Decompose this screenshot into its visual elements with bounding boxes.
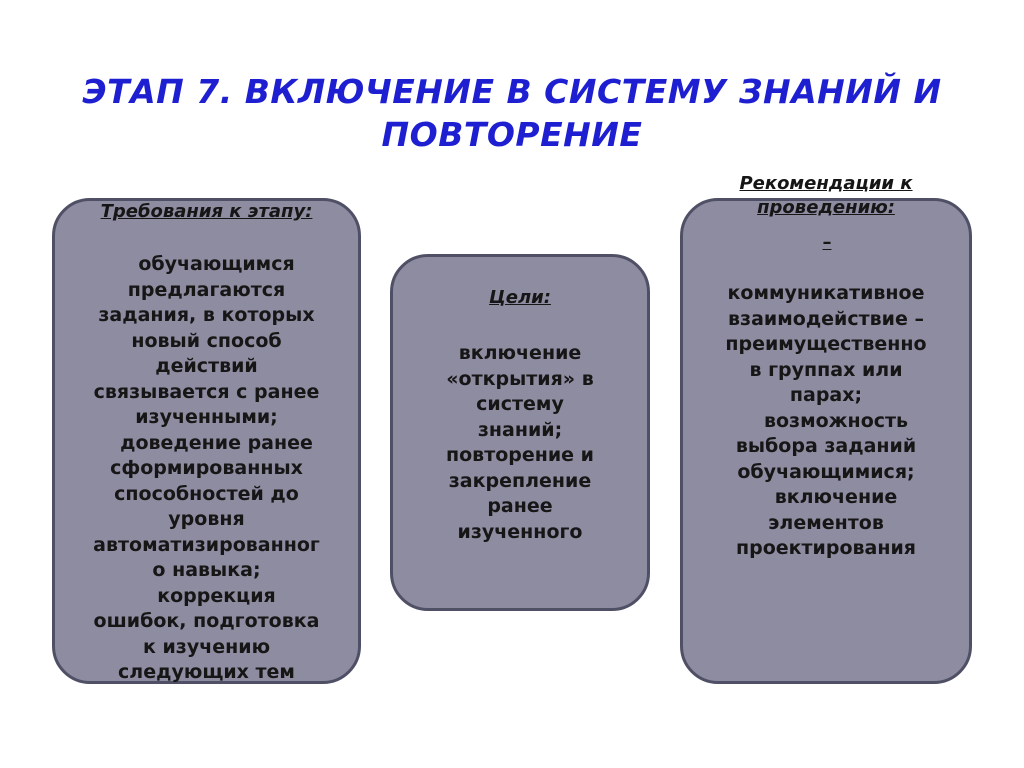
goals-line: повторение и [445,444,594,466]
recommendations-line: коммуникативное [727,282,925,304]
recommendations-line: проектирования [735,537,917,559]
recommendations-line: взаимодействие – [728,307,924,330]
requirements-line: коррекция [157,584,276,607]
recommendations-line: в группах или [749,358,903,381]
requirements-line: следующих тем [118,661,295,683]
requirements-line: обучающимся [138,253,295,275]
goals-line: закрепление [448,469,592,492]
goals-line: знаний; [477,418,563,441]
recommendations-header-line-2: проведению: [757,197,895,218]
requirements-line: ошибок, подготовка [93,610,320,632]
requirements-line: задания, в которых [98,304,315,326]
requirements-text [56,252,357,686]
requirements-line: сформированных [110,457,303,479]
requirements-line: автоматизированног [93,533,320,556]
recommendations-line: включение [774,486,898,508]
requirements-line: к изучению [142,635,271,658]
requirements-line: предлагаются [127,278,286,301]
recommendations-line: возможность [763,409,909,432]
recommendations-text [684,281,968,562]
recommendations-line: обучающимися; [737,460,915,483]
requirements-line: изученными; [135,406,278,428]
goals-line: включение [458,342,582,364]
recommendations-line: выбора заданий [735,435,917,457]
goals-line: изученного [457,520,583,543]
requirements-line: связывается с ранее [93,380,320,403]
requirements-line: действий [155,355,258,377]
goals-text [396,341,644,545]
recommendations-line: парах; [789,384,863,406]
recommendations-dash: – [822,232,832,253]
requirements-line: уровня [168,508,245,530]
slide-title [60,70,964,156]
recommendations-header [686,172,966,220]
requirements-line: новый способ [131,329,282,352]
requirements-line: о навыка; [152,559,261,581]
requirements-header: Требования к этапу: [100,201,313,222]
requirements-line: доведение ранее [120,431,313,454]
goals-line: «открытия» в [446,367,594,390]
recommendations-line: элементов [768,511,884,534]
goals-header: Цели: [489,287,551,308]
goals-line: ранее [487,495,553,517]
goals-line: систему [476,393,564,415]
recommendations-line: преимущественно [725,333,927,355]
requirements-line: способностей до [114,482,299,505]
slide-title-line-2: ПОВТОРЕНИЕ [381,115,643,154]
recommendations-header-line-1: Рекомендации к [739,173,913,194]
slide-title-line-1: ЭТАП 7. ВКЛЮЧЕНИЕ В СИСТЕМУ ЗНАНИЙ И [82,72,942,111]
